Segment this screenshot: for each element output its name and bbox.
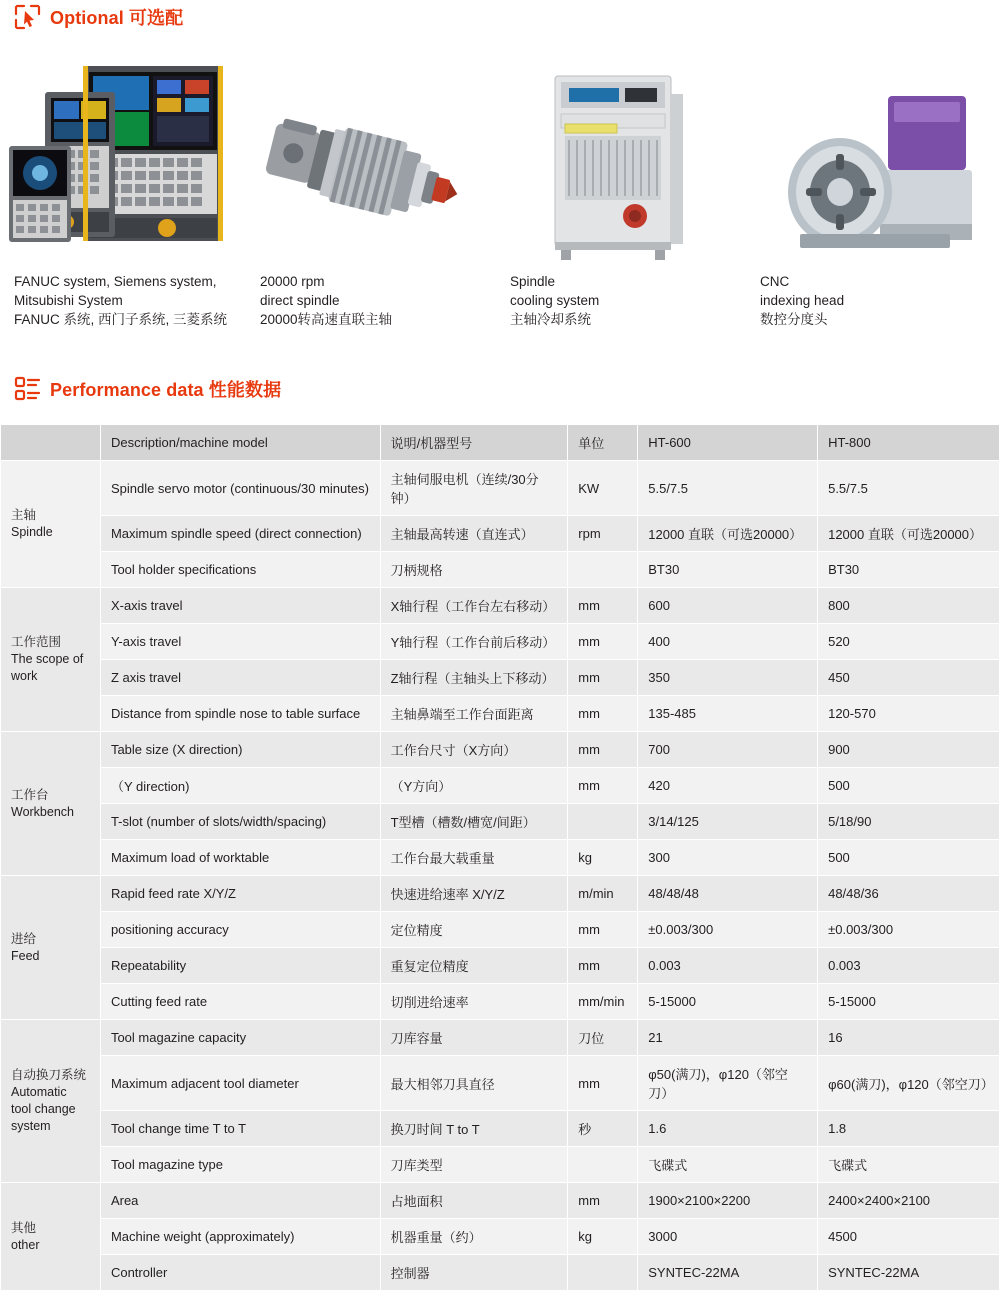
optional-item: [500, 46, 750, 346]
table-row: [1, 984, 1000, 1020]
cell-description-cn: 最大相邻刀具直径: [380, 1056, 568, 1111]
cell-description: positioning accuracy: [100, 912, 380, 948]
cell-ht600: 3/14/125: [638, 804, 818, 840]
optional-heading-text: Optional 可选配: [50, 8, 184, 28]
cell-description: Cutting feed rate: [100, 984, 380, 1020]
cell-description: Tool magazine type: [100, 1147, 380, 1183]
table-row: [1, 516, 1000, 552]
table-row: [1, 1147, 1000, 1183]
cell-ht800: SYNTEC-22MA: [818, 1255, 1000, 1291]
table-row: [1, 876, 1000, 912]
cell-description: Controller: [100, 1255, 380, 1291]
cell-ht800: ±0.003/300: [818, 912, 1000, 948]
cursor-click-icon: [14, 4, 40, 30]
table-row: [1, 948, 1000, 984]
cell-ht800: 900: [818, 732, 1000, 768]
cell-ht800: 450: [818, 660, 1000, 696]
cell-description: Distance from spindle nose to table surface: [100, 696, 380, 732]
cell-unit: mm: [568, 696, 638, 732]
cell-unit: mm: [568, 948, 638, 984]
cell-description-cn: 控制器: [380, 1255, 568, 1291]
cell-unit: m/min: [568, 876, 638, 912]
cell-description-cn: 工作台尺寸（X方向）: [380, 732, 568, 768]
optional-section-heading: [14, 4, 183, 30]
table-row: [1, 696, 1000, 732]
optional-item: [750, 46, 1000, 346]
cell-unit: 秒: [568, 1111, 638, 1147]
optional-item-caption: CNC indexing head 数控分度头: [760, 274, 845, 327]
table-row: [1, 660, 1000, 696]
cell-unit: mm: [568, 660, 638, 696]
cell-ht800: 5.5/7.5: [818, 461, 1000, 516]
cell-ht800: 500: [818, 840, 1000, 876]
cell-unit: mm: [568, 912, 638, 948]
cell-description-cn: 机器重量（约）: [380, 1219, 568, 1255]
cell-ht800: BT30: [818, 552, 1000, 588]
cell-description-cn: 主轴伺服电机（连续/30分钟）: [380, 461, 568, 516]
cell-description-cn: 换刀时间 T to T: [380, 1111, 568, 1147]
cell-description: T-slot (number of slots/width/spacing): [100, 804, 380, 840]
table-row: [1, 840, 1000, 876]
cell-description: Area: [100, 1183, 380, 1219]
table-row: [1, 1020, 1000, 1056]
cell-ht600: ±0.003/300: [638, 912, 818, 948]
cell-ht600: 300: [638, 840, 818, 876]
cell-description: Maximum spindle speed (direct connection): [100, 516, 380, 552]
spindle-cooling-system-image: [500, 46, 750, 264]
optional-item-caption: FANUC system, Siemens system, Mitsubishi System FANUC 系统, 西门子系统, 三菱系统: [14, 274, 228, 327]
cell-description: Maximum load of worktable: [100, 840, 380, 876]
cell-description-cn: Z轴行程（主轴头上下移动）: [380, 660, 568, 696]
cell-ht800: 16: [818, 1020, 1000, 1056]
cell-description-cn: 主轴最高转速（直连式）: [380, 516, 568, 552]
cell-description: Machine weight (approximately): [100, 1219, 380, 1255]
cell-description: Y-axis travel: [100, 624, 380, 660]
cell-description: Rapid feed rate X/Y/Z: [100, 876, 380, 912]
table-header-row: [1, 425, 1000, 461]
cell-ht600: 600: [638, 588, 818, 624]
cell-unit: [568, 1147, 638, 1183]
cell-ht600: 700: [638, 732, 818, 768]
table-row: [1, 552, 1000, 588]
cell-description-cn: 快速进给速率 X/Y/Z: [380, 876, 568, 912]
cell-ht600: 350: [638, 660, 818, 696]
cell-description: X-axis travel: [100, 588, 380, 624]
cell-ht800: 1.8: [818, 1111, 1000, 1147]
cell-description: Maximum adjacent tool diameter: [100, 1056, 380, 1111]
cell-unit: rpm: [568, 516, 638, 552]
cell-ht600: φ50(满刀)，φ120（邻空刀）: [638, 1056, 818, 1111]
header-cell-ht800: HT-800: [818, 425, 1000, 461]
cell-ht600: 1.6: [638, 1111, 818, 1147]
cell-unit: [568, 804, 638, 840]
cell-ht800: 48/48/36: [818, 876, 1000, 912]
cell-unit: kg: [568, 840, 638, 876]
cell-ht800: 4500: [818, 1219, 1000, 1255]
cell-description-cn: 工作台最大载重量: [380, 840, 568, 876]
cell-unit: mm/min: [568, 984, 638, 1020]
cell-ht600: 12000 直联（可选20000）: [638, 516, 818, 552]
cnc-indexing-head-image: [750, 46, 1000, 264]
direct-spindle-image: [250, 46, 500, 264]
table-group-label: 进给 Feed: [1, 876, 101, 1020]
cell-ht600: 3000: [638, 1219, 818, 1255]
cell-description-cn: Y轴行程（工作台前后移动）: [380, 624, 568, 660]
cell-ht800: 120-570: [818, 696, 1000, 732]
table-row: [1, 732, 1000, 768]
cell-unit: kg: [568, 1219, 638, 1255]
performance-data-table: [0, 424, 1000, 1291]
cell-description: （Y direction): [100, 768, 380, 804]
table-row: [1, 804, 1000, 840]
cell-ht800: 0.003: [818, 948, 1000, 984]
header-cell-group: [1, 425, 101, 461]
cell-unit: mm: [568, 1056, 638, 1111]
cell-description-cn: 切削进给速率: [380, 984, 568, 1020]
optional-item: [0, 46, 250, 346]
cell-description: Repeatability: [100, 948, 380, 984]
cell-ht800: 2400×2400×2100: [818, 1183, 1000, 1219]
cell-ht600: 420: [638, 768, 818, 804]
cnc-control-panels-image: [0, 46, 250, 264]
cell-unit: [568, 1255, 638, 1291]
cell-description-cn: 占地面积: [380, 1183, 568, 1219]
cell-unit: mm: [568, 732, 638, 768]
performance-heading-text: Performance data 性能数据: [50, 380, 282, 400]
cell-ht800: 520: [818, 624, 1000, 660]
table-body: [1, 461, 1000, 1291]
cell-ht600: 飞碟式: [638, 1147, 818, 1183]
cell-unit: [568, 552, 638, 588]
table-row: [1, 912, 1000, 948]
table-row: [1, 624, 1000, 660]
cell-description: Tool holder specifications: [100, 552, 380, 588]
table-group-label: 其他 other: [1, 1183, 101, 1291]
table-group-label: 工作台 Workbench: [1, 732, 101, 876]
cell-ht600: 21: [638, 1020, 818, 1056]
performance-section-heading: [14, 376, 281, 402]
cell-description-cn: X轴行程（工作台左右移动）: [380, 588, 568, 624]
cell-ht600: 400: [638, 624, 818, 660]
table-row: [1, 588, 1000, 624]
header-cell-ht600: HT-600: [638, 425, 818, 461]
cell-ht600: 1900×2100×2200: [638, 1183, 818, 1219]
cell-description-cn: 刀库类型: [380, 1147, 568, 1183]
cell-description-cn: T型槽（槽数/槽宽/间距）: [380, 804, 568, 840]
optional-item-caption: 20000 rpm direct spindle 20000转高速直联主轴: [260, 274, 393, 327]
header-cell-description-cn: 说明/机器型号: [380, 425, 568, 461]
table-row: [1, 461, 1000, 516]
cell-ht800: 800: [818, 588, 1000, 624]
optional-items-row: [0, 46, 1000, 346]
cell-ht800: 飞碟式: [818, 1147, 1000, 1183]
cell-unit: mm: [568, 1183, 638, 1219]
cell-ht800: 5-15000: [818, 984, 1000, 1020]
cell-description-cn: 刀库容量: [380, 1020, 568, 1056]
cell-ht600: 5.5/7.5: [638, 461, 818, 516]
data-sheet-icon: [14, 376, 40, 402]
table-row: [1, 1111, 1000, 1147]
table-row: [1, 1219, 1000, 1255]
cell-ht800: φ60(满刀)，φ120（邻空刀）: [818, 1056, 1000, 1111]
cell-description: Tool change time T to T: [100, 1111, 380, 1147]
optional-item-caption: Spindle cooling system 主轴冷却系统: [510, 274, 600, 327]
cell-description-cn: 重复定位精度: [380, 948, 568, 984]
cell-description: Z axis travel: [100, 660, 380, 696]
table-row: [1, 1183, 1000, 1219]
cell-unit: mm: [568, 768, 638, 804]
header-cell-unit: 单位: [568, 425, 638, 461]
cell-ht800: 12000 直联（可选20000）: [818, 516, 1000, 552]
cell-ht600: 0.003: [638, 948, 818, 984]
table-row: [1, 768, 1000, 804]
cell-description: Table size (X direction): [100, 732, 380, 768]
table-group-label: 自动换刀系统 Automatic tool change system: [1, 1020, 101, 1183]
table-group-label: 工作范围 The scope of work: [1, 588, 101, 732]
cell-unit: mm: [568, 588, 638, 624]
cell-ht800: 5/18/90: [818, 804, 1000, 840]
optional-item: [250, 46, 500, 346]
cell-ht600: 48/48/48: [638, 876, 818, 912]
cell-description-cn: 主轴鼻端至工作台面距离: [380, 696, 568, 732]
cell-description: Spindle servo motor (continuous/30 minutes): [100, 461, 380, 516]
cell-description-cn: 刀柄规格: [380, 552, 568, 588]
header-cell-description: Description/machine model: [100, 425, 380, 461]
cell-unit: mm: [568, 624, 638, 660]
table-row: [1, 1056, 1000, 1111]
cell-unit: 刀位: [568, 1020, 638, 1056]
cell-unit: KW: [568, 461, 638, 516]
cell-description: Tool magazine capacity: [100, 1020, 380, 1056]
cell-ht600: 5-15000: [638, 984, 818, 1020]
cell-description-cn: 定位精度: [380, 912, 568, 948]
cell-ht600: BT30: [638, 552, 818, 588]
cell-ht600: SYNTEC-22MA: [638, 1255, 818, 1291]
cell-ht600: 135-485: [638, 696, 818, 732]
table-row: [1, 1255, 1000, 1291]
table-group-label: 主轴 Spindle: [1, 461, 101, 588]
cell-description-cn: （Y方向）: [380, 768, 568, 804]
cell-ht800: 500: [818, 768, 1000, 804]
